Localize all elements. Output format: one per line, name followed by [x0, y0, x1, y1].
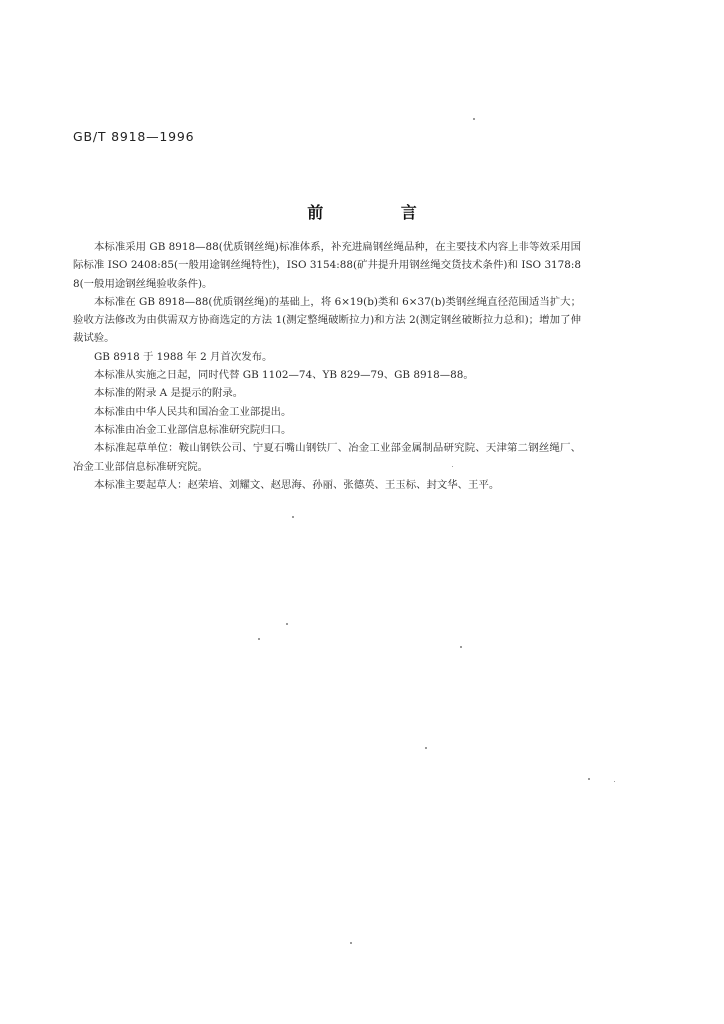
scan-speck	[425, 747, 427, 749]
scan-speck	[286, 623, 288, 625]
paragraph-adoption: 本标准采用 GB 8918—88(优质钢丝绳)标准体系，补充进扁钢丝绳品种，在主要技术内容上非等效采用国际标准 ISO 2408:85(一般用途钢丝绳特性)，ISO 3154:88(矿井提升用钢丝绳交货技术条件)和 ISO 3178:88(一般用途钢丝绳验收条件)。	[73, 241, 581, 290]
paragraph-replaces: 本标准从实施之日起，同时代替 GB 1102—74、YB 829—79、GB 8918—88。	[94, 369, 474, 382]
page-title: 前 言	[307, 203, 453, 222]
paragraph-drafters: 本标准主要起草人：赵荣培、刘耀文、赵思海、孙丽、张德英、王玉标、封文华、王平。	[94, 478, 500, 491]
foreword-body	[73, 238, 581, 494]
scan-speck	[588, 778, 590, 780]
scan-speck	[258, 638, 260, 640]
scan-speck	[292, 516, 294, 518]
paragraph-changes: 本标准在 GB 8918—88(优质钢丝绳)的基础上，将 6×19(b)类和 6×37(b)类钢丝绳直径范围适当扩大；验收方法修改为由供需双方协商选定的方法 1(测定整绳破断拉力)和方法 2(测定钢丝破断拉力总和)；增加了伸裁试验。	[73, 295, 581, 345]
scan-speck	[473, 118, 475, 120]
paragraph-drafting-units: 本标准起草单位：鞍山钢铁公司、宁夏石嘴山钢铁厂、冶金工业部金属制品研究院、天津第二钢丝绳厂、冶金工业部信息标准研究院。	[73, 442, 581, 473]
paragraph-first-issue: GB 8918 于 1988 年 2 月首次发布。	[94, 350, 273, 363]
paragraph-appendix: 本标准的附录 A 是提示的附录。	[94, 387, 244, 400]
scan-speck	[452, 466, 453, 467]
standard-code: GB/T 8918—1996	[73, 129, 195, 144]
paragraph-proposed-by: 本标准由中华人民共和国冶金工业部提出。	[94, 405, 292, 418]
scan-speck	[460, 646, 462, 648]
scan-speck	[614, 781, 615, 782]
scan-speck	[350, 942, 352, 944]
paragraph-managed-by: 本标准由冶金工业部信息标准研究院归口。	[94, 423, 292, 436]
